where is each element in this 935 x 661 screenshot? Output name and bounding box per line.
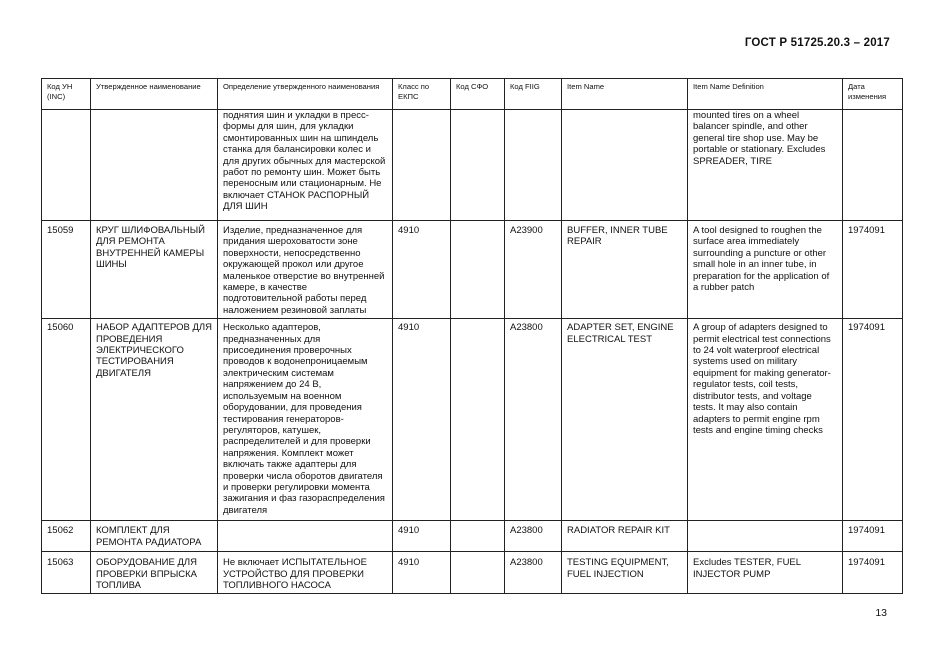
cell-fiig (505, 110, 562, 221)
cell-code: 15059 (42, 221, 91, 319)
header-sfo: Код СФО (451, 79, 505, 110)
cell-fiig: A23800 (505, 319, 562, 521)
cell-class: 4910 (393, 319, 451, 521)
cell-definition-en: A tool designed to roughen the surface area immediately surrounding a puncture or other small hole in an inner tube, in preparation for the application of a rubber patch (688, 221, 843, 319)
cell-date: 1974091 (843, 319, 903, 521)
cell-definition-ru: Не включает ИСПЫТАТЕЛЬНОЕ УСТРОЙСТВО ДЛЯ ПРОВЕРКИ ТОПЛИВНОГО НАСОСА (218, 552, 393, 594)
cell-item-name: BUFFER, INNER TUBE REPAIR (562, 221, 688, 319)
cell-name-ru (91, 110, 218, 221)
header-item-definition: Item Name Definition (688, 79, 843, 110)
cell-sfo (451, 221, 505, 319)
cell-definition-en: mounted tires on a wheel balancer spindle, and other general tire shop use. May be portable or stationary. Excludes SPREADER, TIRE (688, 110, 843, 221)
cell-date: 1974091 (843, 521, 903, 552)
cell-sfo (451, 552, 505, 594)
cell-item-name: TESTING EQUIPMENT, FUEL INJECTION (562, 552, 688, 594)
header-row (42, 79, 903, 110)
cell-code: 15063 (42, 552, 91, 594)
table-row (42, 552, 903, 594)
header-class: Класс по ЕКПС (393, 79, 451, 110)
cell-item-name: RADIATOR REPAIR KIT (562, 521, 688, 552)
cell-definition-en: Excludes TESTER, FUEL INJECTOR PUMP (688, 552, 843, 594)
table-row-continuation (42, 110, 903, 221)
page-number: 13 (875, 607, 887, 619)
header-code: Код УН (INC) (42, 79, 91, 110)
cell-definition-en: A group of adapters designed to permit electrical test connections to 24 volt waterproof electrical systems used on military equipment for making generator-regulator tests, coil tests, distributor tests, and voltage tests. It may also contain adapters to permit engine rpm tests and engine timing checks (688, 319, 843, 521)
header-item-name: Item Name (562, 79, 688, 110)
cell-definition-ru: Изделие, предназначенное для придания шероховатости зоне поверхности, непосредственно окружающей прокол или другое маленькое отверстие во внутренней камере, в качестве подготовительной работы перед наложением резиновой заплаты (218, 221, 393, 319)
cell-code: 15060 (42, 319, 91, 521)
table-row (42, 319, 903, 521)
cell-definition-ru (218, 521, 393, 552)
cell-date: 1974091 (843, 552, 903, 594)
cell-definition-en (688, 521, 843, 552)
cell-definition-ru: Несколько адаптеров, предназначенных для присоединения проверочных проводов к водонепроницаемым электрическим системам напряжением до 24 В, используемым на военном оборудовании, для проведения тестирования генераторов-регуляторов, катушек, распределителей и для проверки напряжения. Комплект может включать также адаптеры для проверки числа оборотов двигателя и проверки регулировки момента зажигания и фаз газораспределения двигателя (218, 319, 393, 521)
document-title: ГОСТ Р 51725.20.3 – 2017 (744, 37, 890, 49)
cell-date (843, 110, 903, 221)
cell-fiig: A23900 (505, 221, 562, 319)
cell-item-name (562, 110, 688, 221)
cell-name-ru: КОМПЛЕКТ ДЛЯ РЕМОНТА РАДИАТОРА (91, 521, 218, 552)
cell-class: 4910 (393, 521, 451, 552)
cell-item-name: ADAPTER SET, ENGINE ELECTRICAL TEST (562, 319, 688, 521)
cell-name-ru: КРУГ ШЛИФОВАЛЬНЫЙ ДЛЯ РЕМОНТА ВНУТРЕННЕЙ КАМЕРЫ ШИНЫ (91, 221, 218, 319)
header-name-ru: Утвержденное наименование (91, 79, 218, 110)
cell-sfo (451, 110, 505, 221)
cell-class: 4910 (393, 552, 451, 594)
catalog-table (41, 78, 903, 594)
cell-code (42, 110, 91, 221)
cell-date: 1974091 (843, 221, 903, 319)
cell-definition-ru: поднятия шин и укладки в пресс-формы для шин, для укладки смонтированных шин на шпиндель станка для балансировки колес и для других обычных для мастерской работ по ремонту шин. Может быть переносным или стационарным. Не включает СТАНОК РАСПОРНЫЙ ДЛЯ ШИН (218, 110, 393, 221)
cell-fiig: A23800 (505, 521, 562, 552)
cell-class: 4910 (393, 221, 451, 319)
cell-sfo (451, 319, 505, 521)
table-row (42, 521, 903, 552)
header-fiig: Код FIIG (505, 79, 562, 110)
cell-class (393, 110, 451, 221)
table-row (42, 221, 903, 319)
cell-name-ru: ОБОРУДОВАНИЕ ДЛЯ ПРОВЕРКИ ВПРЫСКА ТОПЛИВА (91, 552, 218, 594)
cell-name-ru: НАБОР АДАПТЕРОВ ДЛЯ ПРОВЕДЕНИЯ ЭЛЕКТРИЧЕСКОГО ТЕСТИРОВАНИЯ ДВИГАТЕЛЯ (91, 319, 218, 521)
cell-fiig: A23800 (505, 552, 562, 594)
cell-sfo (451, 521, 505, 552)
header-definition-ru: Определение утвержденного наименования (218, 79, 393, 110)
cell-code: 15062 (42, 521, 91, 552)
header-date: Дата изменения (843, 79, 903, 110)
